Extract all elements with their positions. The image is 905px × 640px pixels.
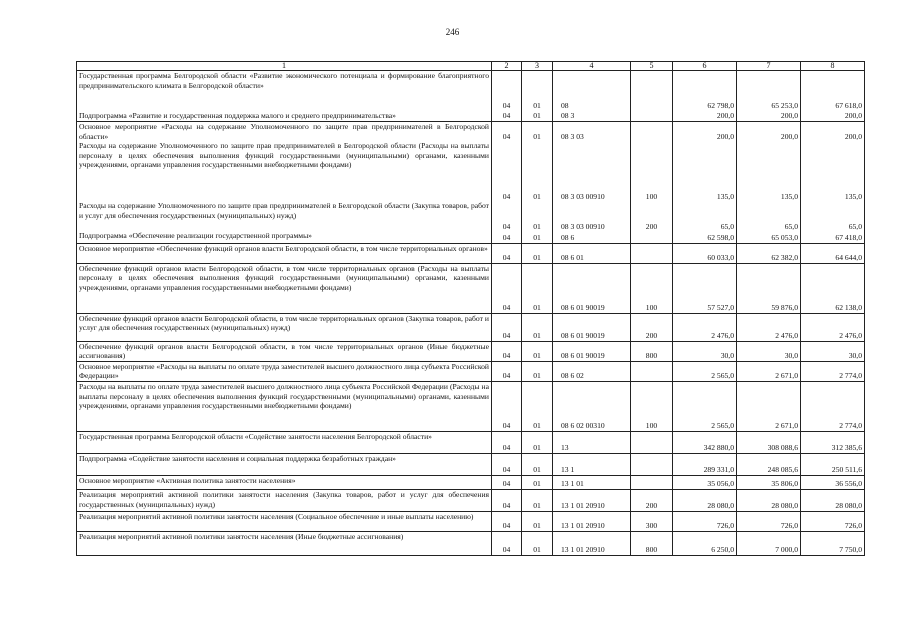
amount-year1-cell: 57 527,0 (673, 263, 737, 313)
subsection-code-cell: 01 (522, 71, 553, 111)
row-name-cell: Расходы на выплаты по оплате труда заместителей высшего должностного лица субъекта Российской Федерации (Расходы на выплаты персоналу в целях обеспечения выполнения функций государственными (муниципальными) органами, казенными учреждениями, органами управления государственными внебюджетными фондами) (77, 382, 492, 432)
expense-type-cell (631, 243, 673, 263)
row-name-cell: Расходы на содержание Уполномоченного по защите прав предпринимателей в Белгородской области (Расходы на выплаты персоналу в целях обеспечения выполнения функций государственными (муниципальными) органами, казенными учреждениями, органами управления государственными внебюджетными фондами) (77, 141, 492, 201)
table-row (77, 490, 865, 512)
target-article-cell: 08 6 02 (553, 361, 631, 381)
amount-year3-cell: 2 774,0 (801, 361, 865, 381)
table-row (77, 532, 865, 556)
table-row (77, 432, 865, 454)
expense-type-cell: 200 (631, 490, 673, 512)
amount-year3-cell: 65,0 (801, 201, 865, 231)
expense-type-cell: 800 (631, 341, 673, 361)
section-code-cell: 04 (492, 313, 522, 341)
amount-year2-cell: 2 671,0 (737, 361, 801, 381)
row-name-cell: Основное мероприятие «Расходы на содержание Уполномоченного по защите прав предпринимателей в Белгородской области» (77, 122, 492, 142)
subsection-code-cell: 01 (522, 454, 553, 476)
row-name-cell: Обеспечение функций органов власти Белгородской области, в том числе территориальных органов (Иные бюджетные ассигнования) (77, 341, 492, 361)
table-row (77, 382, 865, 432)
row-name-cell: Государственная программа Белгородской области «Содействие занятости населения Белгородской области» (77, 432, 492, 454)
budget-table-container (76, 61, 864, 556)
table-row (77, 141, 865, 201)
table-row (77, 122, 865, 142)
amount-year2-cell: 2 476,0 (737, 313, 801, 341)
table-row (77, 201, 865, 231)
expense-type-cell: 300 (631, 512, 673, 532)
target-article-cell: 13 1 01 20910 (553, 532, 631, 556)
subsection-code-cell: 01 (522, 341, 553, 361)
table-row (77, 476, 865, 490)
amount-year1-cell: 342 880,0 (673, 432, 737, 454)
section-code-cell: 04 (492, 263, 522, 313)
expense-type-cell: 200 (631, 313, 673, 341)
amount-year1-cell: 200,0 (673, 111, 737, 122)
subsection-code-cell: 01 (522, 490, 553, 512)
amount-year3-cell: 67 418,0 (801, 231, 865, 243)
table-row (77, 313, 865, 341)
section-code-cell: 04 (492, 361, 522, 381)
row-name-cell: Подпрограмма «Развитие и государственная поддержка малого и среднего предпринимательства» (77, 111, 492, 122)
amount-year1-cell: 2 565,0 (673, 361, 737, 381)
section-code-cell: 04 (492, 532, 522, 556)
row-name-cell: Реализация мероприятий активной политики занятости населения (Социальное обеспечение и иные выплаты населению) (77, 512, 492, 532)
target-article-cell: 13 1 01 20910 (553, 490, 631, 512)
target-article-cell: 08 6 01 90019 (553, 341, 631, 361)
section-code-cell: 04 (492, 231, 522, 243)
amount-year2-cell: 200,0 (737, 122, 801, 142)
expense-type-cell (631, 454, 673, 476)
subsection-code-cell: 01 (522, 122, 553, 142)
expense-type-cell (631, 122, 673, 142)
section-code-cell: 04 (492, 382, 522, 432)
subsection-code-cell: 01 (522, 201, 553, 231)
table-row (77, 361, 865, 381)
amount-year3-cell: 200,0 (801, 111, 865, 122)
section-code-cell: 04 (492, 341, 522, 361)
subsection-code-cell: 01 (522, 476, 553, 490)
amount-year1-cell: 65,0 (673, 201, 737, 231)
expense-type-cell: 100 (631, 382, 673, 432)
target-article-cell: 08 3 03 00910 (553, 201, 631, 231)
amount-year3-cell: 250 511,6 (801, 454, 865, 476)
column-header-4: 4 (553, 62, 631, 71)
expense-type-cell (631, 361, 673, 381)
section-code-cell: 04 (492, 490, 522, 512)
row-name-cell: Подпрограмма «Обеспечение реализации государственной программы» (77, 231, 492, 243)
section-code-cell: 04 (492, 71, 522, 111)
column-header-3: 3 (522, 62, 553, 71)
table-row (77, 231, 865, 243)
target-article-cell: 08 6 01 (553, 243, 631, 263)
amount-year2-cell: 59 876,0 (737, 263, 801, 313)
amount-year1-cell: 35 056,0 (673, 476, 737, 490)
section-code-cell: 04 (492, 122, 522, 142)
amount-year2-cell: 7 000,0 (737, 532, 801, 556)
amount-year2-cell: 65 253,0 (737, 71, 801, 111)
amount-year1-cell: 289 331,0 (673, 454, 737, 476)
subsection-code-cell: 01 (522, 432, 553, 454)
row-name-cell: Реализация мероприятий активной политики занятости населения (Закупка товаров, работ и услуг для обеспечения государственных (муниципальных) нужд) (77, 490, 492, 512)
amount-year2-cell: 28 080,0 (737, 490, 801, 512)
amount-year3-cell: 36 556,0 (801, 476, 865, 490)
section-code-cell: 04 (492, 454, 522, 476)
expense-type-cell (631, 476, 673, 490)
target-article-cell: 08 6 02 00310 (553, 382, 631, 432)
subsection-code-cell: 01 (522, 263, 553, 313)
row-name-cell: Государственная программа Белгородской области «Развитие экономического потенциала и формирование благоприятного предпринимательского климата в Белгородской области» (77, 71, 492, 111)
amount-year1-cell: 62 798,0 (673, 71, 737, 111)
section-code-cell: 04 (492, 111, 522, 122)
amount-year1-cell: 200,0 (673, 122, 737, 142)
amount-year3-cell: 7 750,0 (801, 532, 865, 556)
target-article-cell: 13 1 (553, 454, 631, 476)
amount-year1-cell: 60 033,0 (673, 243, 737, 263)
row-name-cell: Подпрограмма «Содействие занятости населения и социальная поддержка безработных граждан» (77, 454, 492, 476)
target-article-cell: 08 3 03 (553, 122, 631, 142)
table-row (77, 512, 865, 532)
row-name-cell: Обеспечение функций органов власти Белгородской области, в том числе территориальных органов (Закупка товаров, работ и услуг для обеспечения государственных (муниципальных) нужд) (77, 313, 492, 341)
target-article-cell: 08 6 01 90019 (553, 263, 631, 313)
row-name-cell: Обеспечение функций органов власти Белгородской области, в том числе территориальных органов (Расходы на выплаты персоналу в целях обеспечения выполнения функций государственными (муниципальными) органами, казенными учреждениями, органами управления государственными внебюджетными фондами) (77, 263, 492, 313)
amount-year3-cell: 726,0 (801, 512, 865, 532)
amount-year3-cell: 2 774,0 (801, 382, 865, 432)
budget-table (76, 61, 865, 556)
amount-year1-cell: 28 080,0 (673, 490, 737, 512)
target-article-cell: 08 6 01 90019 (553, 313, 631, 341)
table-row (77, 243, 865, 263)
section-code-cell: 04 (492, 512, 522, 532)
row-name-cell: Расходы на содержание Уполномоченного по защите прав предпринимателей в Белгородской области (Закупка товаров, работ и услуг для обеспечения государственных (муниципальных) нужд) (77, 201, 492, 231)
target-article-cell: 08 3 (553, 111, 631, 122)
target-article-cell: 08 6 (553, 231, 631, 243)
amount-year2-cell: 726,0 (737, 512, 801, 532)
subsection-code-cell: 01 (522, 382, 553, 432)
table-row (77, 111, 865, 122)
subsection-code-cell: 01 (522, 111, 553, 122)
section-code-cell: 04 (492, 141, 522, 201)
amount-year2-cell: 248 085,6 (737, 454, 801, 476)
column-header-1: 1 (77, 62, 492, 71)
expense-type-cell: 800 (631, 532, 673, 556)
subsection-code-cell: 01 (522, 243, 553, 263)
amount-year1-cell: 2 565,0 (673, 382, 737, 432)
amount-year2-cell: 2 671,0 (737, 382, 801, 432)
column-header-8: 8 (801, 62, 865, 71)
amount-year2-cell: 135,0 (737, 141, 801, 201)
expense-type-cell (631, 231, 673, 243)
amount-year2-cell: 30,0 (737, 341, 801, 361)
amount-year2-cell: 65,0 (737, 201, 801, 231)
target-article-cell: 13 1 01 (553, 476, 631, 490)
page-number: 246 (445, 27, 460, 37)
section-code-cell: 04 (492, 243, 522, 263)
column-header-5: 5 (631, 62, 673, 71)
section-code-cell: 04 (492, 476, 522, 490)
amount-year3-cell: 2 476,0 (801, 313, 865, 341)
amount-year3-cell: 312 385,6 (801, 432, 865, 454)
table-row (77, 71, 865, 111)
target-article-cell: 08 (553, 71, 631, 111)
subsection-code-cell: 01 (522, 231, 553, 243)
expense-type-cell: 200 (631, 201, 673, 231)
expense-type-cell: 100 (631, 263, 673, 313)
subsection-code-cell: 01 (522, 361, 553, 381)
subsection-code-cell: 01 (522, 141, 553, 201)
table-row (77, 263, 865, 313)
amount-year2-cell: 65 053,0 (737, 231, 801, 243)
row-name-cell: Реализация мероприятий активной политики занятости населения (Иные бюджетные ассигнования) (77, 532, 492, 556)
target-article-cell: 13 1 01 20910 (553, 512, 631, 532)
subsection-code-cell: 01 (522, 512, 553, 532)
target-article-cell: 08 3 03 00910 (553, 141, 631, 201)
column-header-7: 7 (737, 62, 801, 71)
amount-year1-cell: 726,0 (673, 512, 737, 532)
amount-year1-cell: 30,0 (673, 341, 737, 361)
amount-year2-cell: 35 806,0 (737, 476, 801, 490)
expense-type-cell (631, 71, 673, 111)
row-name-cell: Основное мероприятие «Активная политика занятости населения» (77, 476, 492, 490)
subsection-code-cell: 01 (522, 313, 553, 341)
amount-year3-cell: 64 644,0 (801, 243, 865, 263)
expense-type-cell: 100 (631, 141, 673, 201)
amount-year1-cell: 6 250,0 (673, 532, 737, 556)
amount-year3-cell: 67 618,0 (801, 71, 865, 111)
subsection-code-cell: 01 (522, 532, 553, 556)
row-name-cell: Основное мероприятие «Обеспечение функций органов власти Белгородской области, в том числе территориальных органов» (77, 243, 492, 263)
expense-type-cell (631, 111, 673, 122)
amount-year1-cell: 135,0 (673, 141, 737, 201)
table-row (77, 341, 865, 361)
amount-year3-cell: 200,0 (801, 122, 865, 142)
amount-year1-cell: 62 598,0 (673, 231, 737, 243)
amount-year3-cell: 135,0 (801, 141, 865, 201)
column-header-2: 2 (492, 62, 522, 71)
amount-year2-cell: 308 088,6 (737, 432, 801, 454)
amount-year2-cell: 200,0 (737, 111, 801, 122)
header-row (77, 62, 865, 71)
target-article-cell: 13 (553, 432, 631, 454)
table-row (77, 454, 865, 476)
table-body (77, 71, 865, 556)
amount-year3-cell: 28 080,0 (801, 490, 865, 512)
amount-year3-cell: 62 138,0 (801, 263, 865, 313)
column-header-6: 6 (673, 62, 737, 71)
amount-year1-cell: 2 476,0 (673, 313, 737, 341)
expense-type-cell (631, 432, 673, 454)
amount-year2-cell: 62 382,0 (737, 243, 801, 263)
amount-year3-cell: 30,0 (801, 341, 865, 361)
row-name-cell: Основное мероприятие «Расходы на выплаты по оплате труда заместителей высшего должностного лица субъекта Российской Федерации» (77, 361, 492, 381)
section-code-cell: 04 (492, 432, 522, 454)
section-code-cell: 04 (492, 201, 522, 231)
